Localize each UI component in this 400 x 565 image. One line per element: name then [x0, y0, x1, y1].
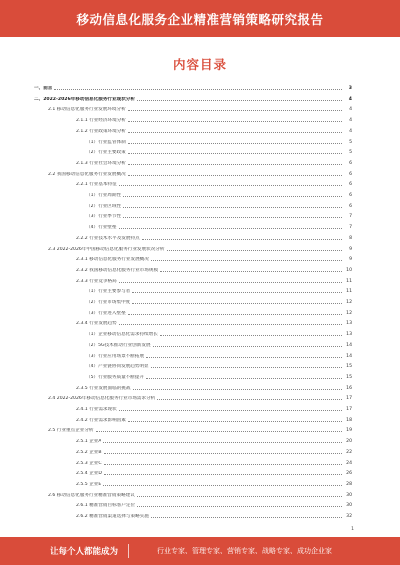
toc-entry[interactable] — [34, 480, 352, 487]
toc-entry-text: （3）行业季节性 — [86, 214, 122, 220]
toc-entry-text: 2.1.3 行业社会环境分析 — [76, 160, 126, 166]
toc-entry[interactable] — [34, 245, 352, 252]
toc-entry[interactable] — [34, 148, 352, 155]
toc-entry-page: 32 — [346, 514, 352, 519]
toc-leader-dots — [128, 132, 342, 133]
footer-divider — [128, 544, 129, 558]
toc-leader-dots — [160, 271, 342, 272]
toc-entry-text: 2.4 2022-2026年移动信息化服务行业市场需求分析 — [48, 396, 156, 402]
toc-leader-dots — [167, 250, 343, 251]
toc-entry-text: 2.2.2 行业技术水平及发展特点 — [76, 235, 140, 241]
toc-entry-text: （4）产业链协同发展趋势明显 — [86, 364, 149, 370]
toc-leader-dots — [119, 324, 342, 325]
toc-entry-text: （1）行业周期性 — [86, 193, 122, 198]
toc-entry-page: 9 — [349, 257, 352, 263]
toc-entry-text: 2.3.5 行业发展面临的挑战 — [76, 385, 131, 391]
toc-leader-dots — [137, 100, 342, 101]
toc-entry[interactable] — [34, 469, 352, 476]
toc-entry-text: 2.3.4 行业发展趋势 — [76, 321, 117, 327]
toc-entry-page: 30 — [346, 503, 352, 509]
page-footer — [0, 537, 400, 565]
toc-leader-dots — [128, 164, 342, 165]
toc-entry-text: 2.5.3 企业C — [76, 460, 102, 466]
toc-leader-dots — [104, 464, 342, 465]
toc-leader-dots — [119, 185, 342, 186]
toc-leader-dots — [128, 153, 342, 154]
toc-entry-text: （2）行业市场集中度 — [86, 300, 131, 305]
toc-entry[interactable] — [34, 202, 352, 209]
toc-entry-page: 11 — [346, 289, 352, 295]
toc-leader-dots — [146, 378, 342, 379]
toc-entry-page: 6 — [349, 171, 352, 177]
footer-slogan: 让每个人都能成为 — [50, 547, 119, 557]
toc-entry[interactable] — [34, 501, 352, 508]
toc-entry[interactable] — [34, 384, 352, 391]
toc-entry-text: 2.1.2 行业政策环境分析 — [76, 128, 126, 134]
toc-entry-page: 16 — [346, 385, 352, 391]
toc-entry-text: 2.1.1 行业经济环境分析 — [76, 118, 126, 124]
toc-leader-dots — [128, 421, 342, 422]
toc-entry-page: 11 — [346, 278, 352, 284]
toc-entry-page: 14 — [346, 342, 352, 348]
toc-leader-dots — [128, 314, 342, 315]
toc-entry-page: 3 — [348, 86, 352, 91]
toc-entry-text: 2.3.3 行业竞争格局 — [76, 278, 117, 284]
toc-entry-page: 10 — [346, 267, 352, 273]
toc-entry-text: （2）行业主要政策 — [86, 150, 126, 156]
table-of-contents — [34, 84, 352, 534]
toc-entry-page: 9 — [349, 246, 352, 252]
toc-entry[interactable] — [34, 170, 352, 177]
toc-entry-page: 6 — [349, 160, 352, 166]
toc-entry-text: 一、前言 — [34, 86, 53, 91]
toc-entry[interactable] — [34, 105, 352, 112]
toc-entry-text: 2.6.1 精准营销目标客户定位 — [76, 503, 136, 509]
toc-entry[interactable] — [34, 512, 352, 519]
toc-entry-text: 2.5.5 企业E — [76, 481, 102, 487]
toc-entry-text: （1）企业移动信息化需求持续增长 — [86, 332, 158, 338]
toc-entry-text: 2.5.1 企业A — [76, 439, 102, 445]
toc-entry[interactable] — [34, 362, 352, 369]
toc-entry-text: （4）行业壁垒 — [86, 225, 117, 231]
toc-entry[interactable] — [34, 180, 352, 187]
toc-entry-text: 2.1 移动信息化服务行业发展环境分析 — [48, 107, 126, 113]
toc-entry-page: 22 — [346, 449, 352, 455]
toc-entry[interactable] — [34, 277, 352, 284]
toc-entry-text: 2.3.1 移动信息化服务行业发展概况 — [76, 257, 149, 263]
toc-entry-page: 4 — [348, 96, 352, 102]
toc-entry-text: 2.3 2022-2026年中国移动信息化服务行业发展状况分析 — [48, 246, 165, 252]
toc-leader-dots — [104, 474, 342, 475]
toc-entry-page: 18 — [346, 417, 352, 423]
page-header — [0, 0, 400, 37]
toc-entry-text: 2.2 我国移动信息化服务行业发展概况 — [48, 171, 126, 177]
toc-leader-dots — [151, 517, 342, 518]
toc-entry-page: 24 — [346, 460, 352, 466]
toc-entry-page: 15 — [346, 374, 352, 380]
toc-leader-dots — [157, 399, 342, 400]
toc-entry-page: 15 — [346, 364, 352, 370]
toc-entry[interactable] — [34, 191, 352, 198]
toc-entry-text: （1）行业监管体制 — [86, 139, 126, 145]
page-number: 1 — [351, 527, 354, 532]
toc-entry-page: 5 — [349, 139, 352, 145]
toc-entry-page: 12 — [346, 310, 352, 316]
toc-entry-text: （3）行业进入壁垒 — [86, 310, 126, 316]
toc-entry-text: 2.3.2 我国移动信息化服务行业市场规模 — [76, 267, 159, 273]
toc-entry[interactable] — [34, 95, 352, 102]
toc-entry-page: 12 — [346, 300, 352, 305]
report-title: 移动信息化服务企业精准营销策略研究报告 — [76, 11, 324, 27]
toc-leader-dots — [103, 485, 342, 486]
toc-entry[interactable] — [34, 266, 352, 273]
toc-leader-dots — [128, 143, 342, 144]
toc-entry-text: （5）行业服务质量不断提升 — [86, 374, 145, 380]
toc-leader-dots — [128, 121, 342, 122]
toc-entry[interactable] — [34, 84, 352, 91]
toc-entry-page: 5 — [349, 150, 352, 156]
toc-entry-page: 6 — [349, 203, 352, 209]
toc-entry[interactable] — [34, 255, 352, 262]
toc-leader-dots — [151, 367, 342, 368]
toc-leader-dots — [96, 431, 342, 432]
toc-entry-text: 2.5 行业重点企业分析 — [48, 428, 94, 434]
toc-entry[interactable] — [34, 330, 352, 337]
toc-leader-dots — [137, 506, 342, 507]
toc-entry[interactable] — [34, 234, 352, 241]
toc-entry-page: 26 — [346, 471, 352, 477]
toc-entry[interactable] — [34, 459, 352, 466]
toc-entry[interactable] — [34, 373, 352, 380]
toc-entry-text: 2.6.2 精准营销渠道选择与策略实施 — [76, 514, 149, 519]
toc-entry-page: 8 — [349, 235, 352, 241]
toc-entry-page: 30 — [346, 492, 352, 498]
toc-entry[interactable] — [34, 116, 352, 123]
toc-leader-dots — [137, 496, 342, 497]
toc-entry-page: 6 — [349, 182, 352, 188]
toc-entry[interactable] — [34, 448, 352, 455]
toc-entry[interactable] — [34, 416, 352, 423]
toc-leader-dots — [146, 357, 342, 358]
toc-entry-page: 7 — [349, 214, 352, 220]
toc-entry-page: 4 — [349, 107, 352, 113]
toc-leader-dots — [128, 110, 342, 111]
toc-leader-dots — [123, 196, 342, 197]
toc-leader-dots — [104, 453, 343, 454]
toc-entry-page: 4 — [349, 118, 352, 124]
toc-entry-text: （1）行业主要参与者 — [86, 289, 131, 295]
toc-entry[interactable] — [34, 352, 352, 359]
toc-entry-page: 19 — [346, 428, 352, 434]
toc-entry-page: 14 — [346, 353, 352, 359]
toc-leader-dots — [119, 410, 342, 411]
toc-entry-page: 4 — [349, 128, 352, 134]
toc-entry[interactable] — [34, 138, 352, 145]
toc-entry-text: （3）行业应用场景不断拓展 — [86, 353, 145, 359]
toc-leader-dots — [128, 175, 342, 176]
toc-entry-text: 2.5.2 企业B — [76, 449, 102, 455]
toc-entry-page: 20 — [346, 439, 352, 445]
toc-entry[interactable] — [34, 426, 352, 433]
toc-entry-text: （2）5G技术推动行业创新发展 — [86, 342, 151, 348]
toc-leader-dots — [123, 217, 342, 218]
toc-entry-page: 17 — [346, 396, 352, 402]
toc-entry-page: 13 — [346, 321, 352, 327]
toc-leader-dots — [119, 228, 343, 229]
toc-leader-dots — [132, 303, 342, 304]
toc-leader-dots — [160, 335, 342, 336]
toc-entry-text: （2）行业区域性 — [86, 203, 122, 209]
toc-entry[interactable] — [34, 298, 352, 305]
toc-entry-text: 2.4.1 行业需求现状 — [76, 407, 117, 412]
toc-leader-dots — [123, 207, 342, 208]
toc-entry-text: 二、2022-2026年移动信息化服务行业现状分析 — [34, 96, 135, 102]
toc-entry-text: 2.6 移动信息化服务行业精准营销策略建议 — [48, 492, 135, 498]
toc-entry[interactable] — [34, 127, 352, 134]
toc-entry-page: 7 — [349, 225, 352, 231]
toc-entry[interactable] — [34, 437, 352, 444]
toc-entry-page: 17 — [346, 407, 352, 412]
toc-entry-text: 2.2.1 行业基本特征 — [76, 182, 117, 188]
footer-tagline: 行业专家、管理专家、营销专家、战略专家、成功企业家 — [157, 547, 333, 555]
toc-entry[interactable] — [34, 309, 352, 316]
toc-leader-dots — [142, 239, 342, 240]
toc-leader-dots — [119, 282, 342, 283]
toc-leader-dots — [133, 389, 343, 390]
toc-entry[interactable] — [34, 159, 352, 166]
toc-entry-page: 13 — [346, 332, 352, 338]
toc-entry[interactable] — [34, 341, 352, 348]
toc-leader-dots — [54, 89, 342, 90]
toc-entry-text: 2.5.4 企业D — [76, 471, 102, 477]
toc-entry[interactable] — [34, 394, 352, 401]
toc-leader-dots — [103, 442, 342, 443]
toc-entry[interactable] — [34, 319, 352, 326]
toc-entry[interactable] — [34, 212, 352, 219]
toc-entry-page: 6 — [349, 193, 352, 198]
toc-entry-page: 28 — [346, 481, 352, 487]
toc-entry[interactable] — [34, 491, 352, 498]
toc-leader-dots — [151, 260, 342, 261]
toc-leader-dots — [132, 292, 342, 293]
toc-entry[interactable] — [34, 287, 352, 294]
toc-entry-text: 2.4.2 行业需求影响因素 — [76, 417, 126, 423]
toc-heading: 内容目录 — [172, 57, 227, 72]
toc-entry[interactable] — [34, 223, 352, 230]
toc-entry[interactable] — [34, 405, 352, 412]
toc-leader-dots — [153, 346, 342, 347]
